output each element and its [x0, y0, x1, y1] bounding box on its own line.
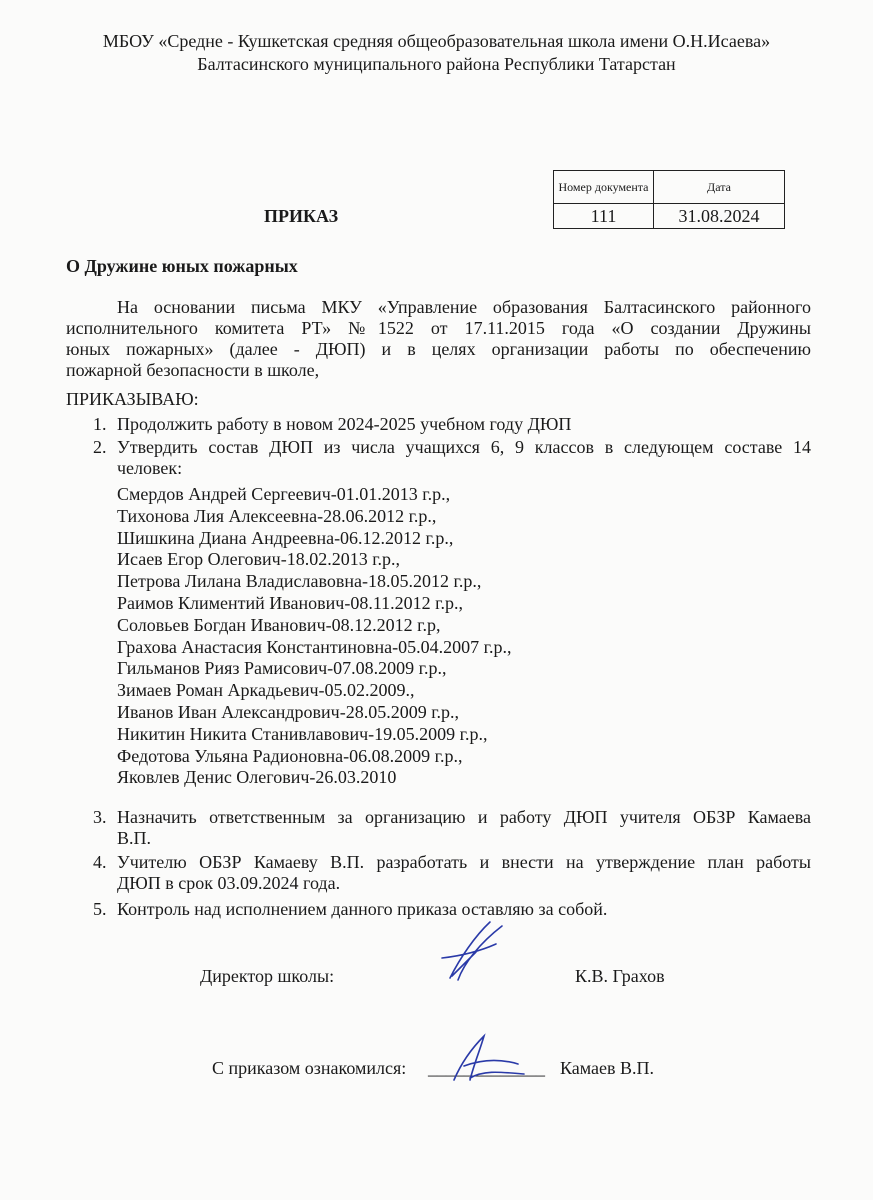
preamble-line: На основании письма МКУ «Управление образования Балтасинского районного	[117, 297, 811, 317]
doc-date-header: Дата	[654, 171, 785, 204]
document-number-table	[553, 170, 785, 229]
list-item: Тихонова Лия Алексеевна-28.06.2012 г.р.,	[117, 505, 437, 526]
document-subject: О Дружине юных пожарных	[66, 256, 298, 276]
order-item-4-text	[117, 852, 811, 894]
list-item: Соловьев Богдан Иванович-08.12.2012 г.р,	[117, 614, 441, 635]
director-label: Директор школы:	[200, 966, 335, 986]
order-item-4-line: Учителю ОБЗР Камаеву В.П. разработать и внести на утверждение план работы	[117, 852, 811, 872]
list-item: Петрова Лилана Владиславовна-18.05.2012 г.р.,	[117, 571, 482, 592]
order-word: ПРИКАЗЫВАЮ:	[66, 389, 199, 409]
order-item-3-line: В.П.	[117, 828, 152, 848]
director-name: К.В. Грахов	[575, 966, 665, 986]
acknowledgement-label: С приказом ознакомился:	[212, 1058, 407, 1078]
preamble-line: пожарной безопасности в школе,	[66, 360, 320, 380]
order-item-3-number: 3.	[93, 807, 107, 827]
acknowledgement-blank: _____________	[428, 1058, 545, 1078]
doc-number-header: Номер документа	[554, 171, 654, 204]
list-item: Федотова Ульяна Радионовна-06.08.2009 г.р.,	[117, 745, 463, 766]
preamble-line: исполнительного комитета РТ» №1522 от 17.11.2015 года «О создании Дружины	[66, 318, 811, 338]
director-signature-icon	[430, 918, 510, 986]
order-item-2-number: 2.	[93, 437, 107, 457]
order-item-2-line: человек:	[117, 458, 183, 478]
document-title: ПРИКАЗ	[264, 206, 339, 226]
list-item: Шишкина Диана Андреевна-06.12.2012 г.р.,	[117, 527, 454, 548]
school-name: МБОУ «Средне - Кушкетская средняя общеобразовательная школа имени О.Н.Исаева»	[102, 31, 771, 51]
list-item: Грахова Анастасия Константиновна-05.04.2007 г.р.,	[117, 636, 512, 657]
teacher-signature-icon	[440, 1030, 530, 1086]
preamble-line: юных пожарных» (далее - ДЮП) и в целях организации работы по обеспечению	[66, 339, 811, 359]
order-item-5-number: 5.	[93, 899, 107, 919]
order-item-1-number: 1.	[93, 414, 107, 434]
list-item: Гильманов Рияз Рамисович-07.08.2009 г.р.,	[117, 658, 447, 679]
order-item-1-text: Продолжить работу в новом 2024-2025 учебном году ДЮП	[117, 414, 572, 434]
order-item-2-text	[117, 437, 811, 479]
acknowledgement-name: Камаев В.П.	[560, 1058, 655, 1078]
list-item: Раимов Климентий Иванович-08.11.2012 г.р.,	[117, 592, 464, 613]
doc-date-value: 31.08.2024	[654, 204, 785, 229]
order-item-3-line: Назначить ответственным за организацию и работу ДЮП учителя ОБЗР Камаева	[117, 807, 811, 827]
list-item: Смердов Андрей Сергеевич-01.01.2013 г.р.,	[117, 484, 451, 504]
list-item: Никитин Никита Станивлавович-19.05.2009 г.р.,	[117, 723, 488, 744]
order-item-5-text: Контроль над исполнением данного приказа оставляю за собой.	[117, 899, 608, 919]
order-item-4-line: ДЮП в срок 03.09.2024 года.	[117, 873, 341, 893]
list-item: Яковлев Денис Олегович-26.03.2010	[117, 767, 397, 788]
list-item: Иванов Иван Александрович-28.05.2009 г.р.,	[117, 701, 460, 722]
order-item-2-line: Утвердить состав ДЮП из числа учащихся 6, 9 классов в следующем составе 14	[117, 437, 811, 457]
list-item: Исаев Егор Олегович-18.02.2013 г.р.,	[117, 549, 401, 570]
order-item-4-number: 4.	[93, 852, 107, 872]
student-list	[117, 484, 511, 789]
preamble	[66, 297, 811, 381]
order-item-3-text	[117, 807, 811, 849]
school-district: Балтасинского муниципального района Республики Татарстан	[197, 54, 676, 74]
list-item: Зимаев Роман Аркадьевич-05.02.2009.,	[117, 680, 415, 701]
doc-number-value: 111	[554, 204, 654, 229]
